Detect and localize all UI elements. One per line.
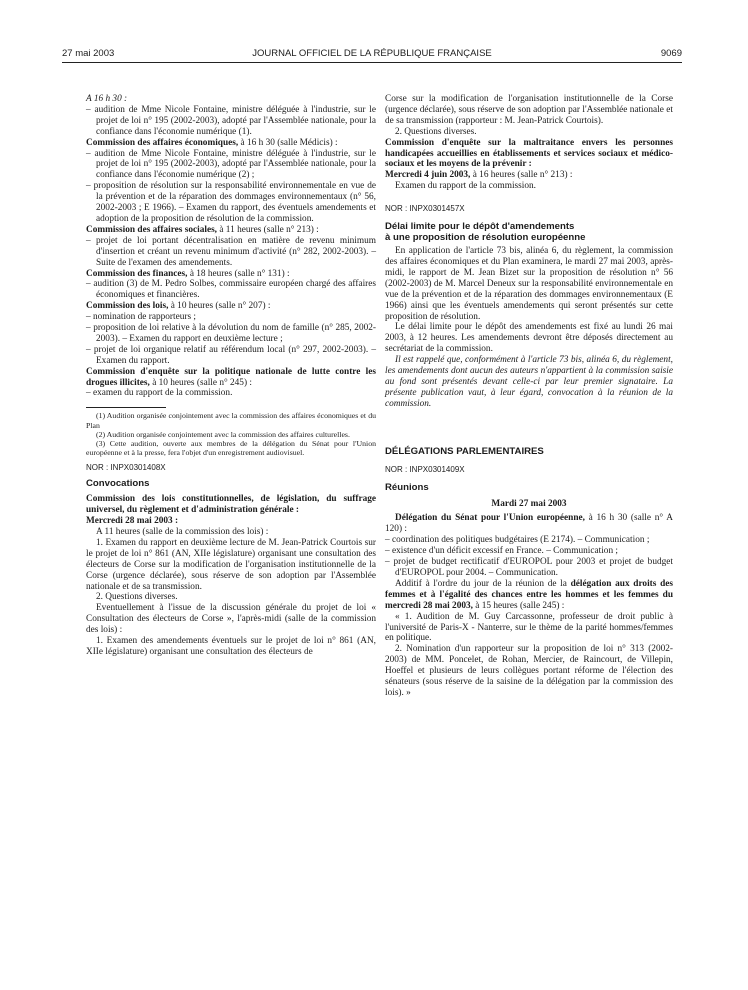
paragraph: Le délai limite pour le dépôt des amendements est fixé au lundi 26 mai 2003, à 12 heures. Les amendements devront être déposés directement au secrétariat de la commission. bbox=[385, 322, 673, 355]
footnote: (3) Cette audition, ouverte aux membres de la délégation du Sénat pour l'Union européenne et à la presse, fera l'objet d'un enregistrement audiovisuel. bbox=[86, 438, 376, 458]
left-column bbox=[86, 94, 376, 658]
commission-heading bbox=[86, 269, 376, 280]
commission-heading bbox=[385, 138, 673, 171]
delegation-name: délégation aux droits des femmes et à l'égalité des chances entre les hommes et les femmes du mercredi 28 mai 2003, bbox=[385, 578, 673, 611]
paragraph: Il est rappelé que, conformément à l'article 73 bis, alinéa 6, du règlement, les amendements dont aucun des auteurs n'appartient à la commission saisie au fond sont présentés devant celle-ci par leur premier signataire. La présente publication vaut, à leur égard, convocation à la réunion de la commission. bbox=[385, 355, 673, 409]
commission-name: Commission des lois constitutionnelles, de législation, du suffrage universel, du règlement et d'administration générale : bbox=[86, 494, 376, 516]
time-line: A 16 h 30 : bbox=[86, 94, 128, 104]
date-heading bbox=[385, 170, 673, 181]
agenda-item: – nomination de rapporteurs ; bbox=[86, 312, 196, 323]
commission-time: à 10 heures (salle n° 245) : bbox=[149, 377, 252, 388]
date-heading bbox=[86, 516, 376, 527]
meeting-date: Mercredi 28 mai 2003 : bbox=[86, 516, 179, 527]
additif-intro: Additif à l'ordre du jour de la réunion de la bbox=[395, 578, 571, 589]
agenda-item: – coordination des politiques budgétaires (E 2174). – Communication ; bbox=[385, 535, 650, 546]
agenda-item: – projet de loi organique relatif au référendum local (n° 297, 2002-2003). – Examen du rapport. bbox=[86, 344, 376, 366]
paragraph: Eventuellement à l'issue de la discussion générale du projet de loi « Consultation des électeurs de Corse », l'après-midi (salle de la commission des lois) : bbox=[86, 603, 376, 636]
delegation-heading bbox=[385, 513, 673, 535]
agenda-item: – audition de Mme Nicole Fontaine, ministre déléguée à l'industrie, sur le projet de loi n° 195 (2002-2003), adopté par l'Assemblée nationale, pour la confiance dans l'économie numérique (2) ; bbox=[86, 148, 376, 181]
section-title: DÉLÉGATIONS PARLEMENTAIRES bbox=[385, 445, 544, 457]
paragraph: 2. Nomination d'un rapporteur sur la proposition de loi n° 313 (2002-2003) de MM. Poncelet, de Rohan, Mercier, de Raincourt, de Villepin, Hoeffel et plusieurs de leurs collègues portant réforme de l'élection des sénateurs (sous réserve de la saisine de la délégation par la commission des lois). » bbox=[385, 644, 673, 698]
commission-name: Commission des finances, bbox=[86, 268, 188, 279]
agenda-item: – projet de budget rectificatif d'EUROPOL pour 2003 et projet de budget d'EUROPOL pour 2004. – Communication. bbox=[385, 557, 673, 578]
commission-name: Commission des affaires économiques, bbox=[86, 137, 239, 148]
additif-paragraph bbox=[385, 579, 673, 612]
footnote: (1) Audition organisée conjointement avec la commission des affaires économiques et du Plan bbox=[86, 411, 376, 430]
agenda-item: – audition (3) de M. Pedro Solbes, commissaire européen chargé des affaires économiques et financières. bbox=[86, 279, 376, 301]
paragraph: Corse sur la modification de l'organisation institutionnelle de la Corse (urgence déclarée), sous réserve de son adoption par l'Assemblée nationale et de sa transmission (rapporteur : M. Jean-Patrick Courtois). bbox=[385, 94, 673, 126]
paragraph: 2. Questions diverses. bbox=[395, 126, 477, 137]
spacer bbox=[385, 457, 673, 465]
commission-heading bbox=[86, 301, 376, 312]
nor-reference: NOR : INPX0301409X bbox=[385, 464, 465, 474]
commission-heading bbox=[86, 138, 376, 149]
commission-heading bbox=[86, 225, 376, 236]
delegation-time: à 15 heures (salle 245) : bbox=[472, 600, 565, 611]
header-rule bbox=[62, 62, 682, 63]
nor-reference: NOR : INPX0301457X bbox=[385, 204, 465, 214]
agenda-item: – audition de Mme Nicole Fontaine, ministre déléguée à l'industrie, sur le projet de loi n° 195 (2002-2003), adopté par l'Assemblée nationale, pour la confiance dans l'économie numérique (1). bbox=[86, 104, 376, 137]
paragraph: Examen du rapport de la commission. bbox=[395, 181, 536, 192]
subsection-title: Réunions bbox=[385, 481, 429, 493]
meeting-date: Mercredi 4 juin 2003, bbox=[385, 170, 471, 181]
agenda-item: – examen du rapport de la commission. bbox=[86, 388, 233, 399]
header-page-number: 9069 bbox=[660, 48, 682, 59]
commission-heading bbox=[86, 494, 376, 516]
delegation-time: à 16 h 30 (salle n° A 120) : bbox=[385, 513, 673, 535]
commission-name: Commission d'enquête sur la politique nationale de lutte contre les drogues illicites, bbox=[86, 366, 376, 388]
commission-name: Commission des lois, bbox=[86, 301, 169, 312]
footnote-rule bbox=[86, 407, 166, 408]
paragraph: A 11 heures (salle de la commission des lois) : bbox=[96, 527, 269, 538]
commission-time: à 18 heures (salle n° 131) : bbox=[187, 268, 290, 279]
right-column bbox=[385, 94, 673, 699]
section-title: Convocations bbox=[86, 478, 150, 490]
agenda-item: – projet de loi portant décentralisation en matière de revenu minimum d'insertion et créant un revenu minimum d'activité (n° 282, 2002-2003). – Suite de l'examen des amendements. bbox=[86, 235, 376, 268]
paragraph: 1. Examen du rapport en deuxième lecture de M. Jean-Patrick Courtois sur le projet de loi n° 861 (AN, XIIe législature) organisant une consultation des électeurs de Corse sur la modification de l'organisation institutionnelle de la Corse (urgence déclarée), sous réserve de son adoption par l'Assemblée nationale et de sa transmission. bbox=[86, 537, 376, 592]
header-date: 27 mai 2003 bbox=[62, 48, 115, 59]
commission-name: Commission d'enquête sur la maltraitance envers les personnes handicapées accueillies en établissements et services sociaux et médico-sociaux et les moyens de la prévenir : bbox=[385, 137, 673, 170]
paragraph: « 1. Audition de M. Guy Carcassonne, professeur de droit public à l'université de Paris-X - Nanterre, sur le thème de la parité hommes/femmes en politique. bbox=[385, 611, 673, 644]
delegation-name: Délégation du Sénat pour l'Union européenne, bbox=[395, 513, 585, 524]
meeting-date: Mardi 27 mai 2003 bbox=[491, 498, 567, 509]
paragraph: 1. Examen des amendements éventuels sur le projet de loi n° 861 (AN, XIIe législature) organisant une consultation des électeurs de bbox=[86, 636, 376, 657]
section-subtitle: à une proposition de résolution européenne bbox=[385, 232, 586, 244]
section-title: Délai limite pour le dépôt d'amendements bbox=[385, 221, 575, 233]
commission-time: à 11 heures (salle n° 213) : bbox=[217, 224, 319, 235]
spacer bbox=[385, 410, 673, 446]
footnote: (2) Audition organisée conjointement avec la commission des affaires culturelles. bbox=[96, 429, 350, 439]
paragraph: En application de l'article 73 bis, alinéa 6, du règlement, la commission des affaires économiques et du Plan examinera, le mardi 27 mai 2003, après-midi, le rapport de M. Jean Bizet sur la proposition de résolution n° 56 (2002-2003) de M. Marcel Deneux sur la responsabilité environnementale en vue de la prévention et de la réparation des dommages environnementaux (E 1966) ainsi que les éventuels amendements qui seront présentés sur cette proposition de résolution. bbox=[385, 246, 673, 322]
agenda-item: – existence d'un déficit excessif en France. – Communication ; bbox=[385, 546, 618, 557]
meeting-time: à 16 heures (salle n° 213) : bbox=[470, 170, 573, 181]
page-header bbox=[62, 48, 682, 62]
commission-heading bbox=[86, 367, 376, 389]
commission-name: Commission des affaires sociales, bbox=[86, 224, 218, 235]
agenda-item: – proposition de résolution sur la responsabilité environnementale en vue de la prévention et de la réparation des dommages environnementaux (n° 56, 2002-2003 ; E 1966). – Examen du rapport, des éventuels amendements et adoption de la proposition de résolution de la commission. bbox=[86, 181, 376, 224]
agenda-item: – proposition de loi relative à la dévolution du nom de famille (n° 285, 2002-2003). – Examen du rapport en deuxième lecture ; bbox=[86, 323, 376, 344]
spacer bbox=[385, 192, 673, 204]
commission-time: à 10 heures (salle n° 207) : bbox=[168, 301, 271, 312]
commission-time: à 16 h 30 (salle Médicis) : bbox=[238, 137, 338, 148]
paragraph: 2. Questions diverses. bbox=[96, 592, 178, 603]
date-heading bbox=[385, 499, 673, 510]
header-title: JOURNAL OFFICIEL DE LA RÉPUBLIQUE FRANÇAISE bbox=[252, 48, 492, 59]
nor-reference: NOR : INPX0301408X bbox=[86, 463, 166, 473]
